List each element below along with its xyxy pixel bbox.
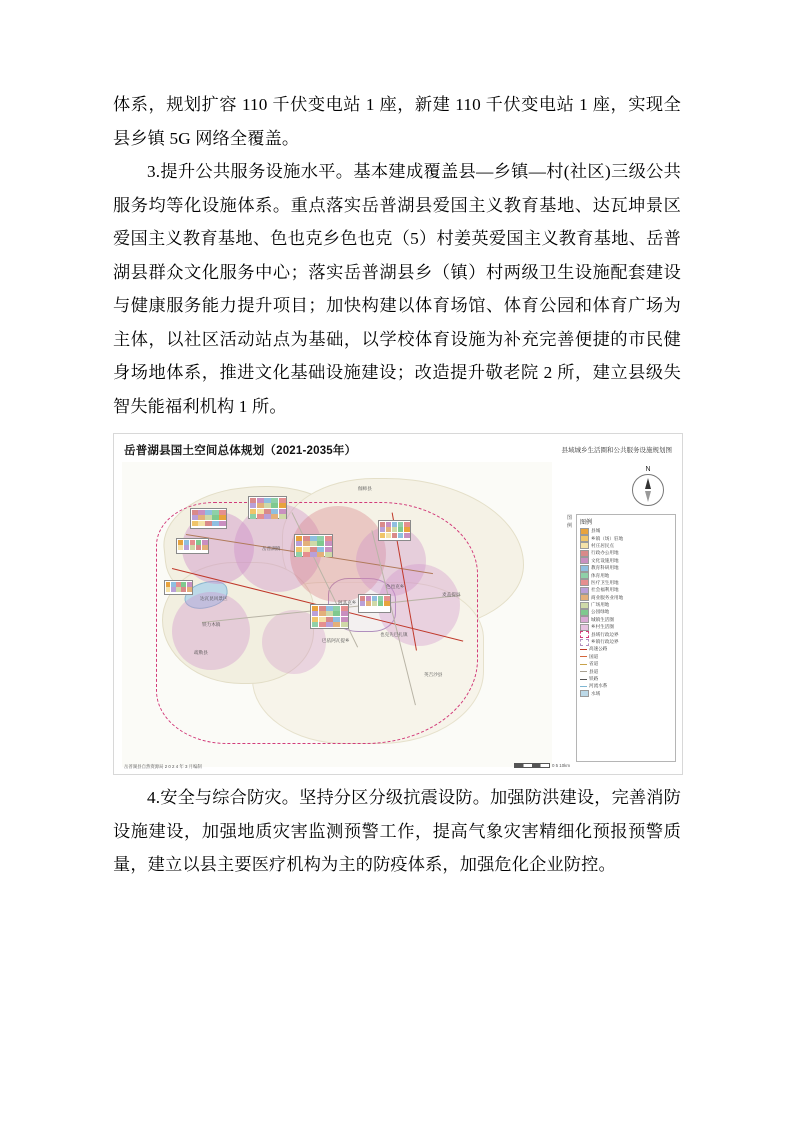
legend-item [580, 616, 672, 623]
legend-item [580, 638, 672, 645]
facility-symbol-box [176, 538, 209, 554]
legend-line-icon [580, 671, 587, 672]
compass-rose [632, 474, 664, 506]
facility-symbol-box [310, 604, 349, 629]
legend-label: 省道 [589, 661, 599, 667]
legend-label: 县域行政边界 [591, 631, 619, 637]
legend-item [580, 572, 672, 579]
legend-line-icon [580, 649, 587, 650]
legend-label: 县道 [589, 668, 599, 674]
legend-label: 商业服务业用地 [591, 594, 624, 600]
legend-label: 河流水系 [589, 683, 608, 689]
legend-item [580, 690, 672, 697]
legend-swatch-icon [580, 602, 589, 609]
legend-item [580, 528, 672, 535]
legend-item [580, 631, 672, 638]
legend-item [580, 646, 672, 653]
legend-label: 国道 [589, 653, 599, 659]
map-label: 岳普湖镇 [262, 546, 281, 551]
legend-swatch-icon [580, 557, 589, 564]
map-label: 英吉沙县 [424, 672, 443, 677]
legend-swatch-icon [580, 594, 589, 601]
legend-line-icon [580, 664, 587, 665]
legend-label: 乡镇（场）驻地 [591, 535, 624, 541]
map-title: 岳普湖县国土空间总体规划（2021-2035年） [124, 445, 357, 457]
legend-item [580, 587, 672, 594]
facility-symbol-box [190, 508, 227, 529]
scale-bar-icon [514, 763, 550, 768]
legend-label: 乡镇行政边界 [591, 639, 619, 645]
legend-item [580, 550, 672, 557]
map-body [114, 460, 682, 774]
legend-swatch-icon [580, 579, 589, 586]
legend-item [580, 579, 672, 586]
legend-label: 高速公路 [589, 646, 608, 652]
paragraph-2: 3.提升公共服务设施水平。基本建成覆盖县—乡镇—村(社区)三级公共服务均等化设施体系。重点落实岳普湖县爱国主义教育基地、达瓦坤景区爱国主义教育基地、色也克乡色也克（5）村姜英爱国主义教育基地、岳普湖县群众文化服务中心；落实岳普湖县乡（镇）村两级卫生设施配套建设与健康服务能力提升项目；加快构建以体育场馆、体育公园和体育广场为主体，以社区活动站点为基础，以学校体育设施为补充完善便捷的市民健身场地体系，推进文化基础设施建设；改造提升敬老院 2 所，建立县级失智失能福利机构 1 所。 [113, 162, 681, 416]
legend-swatch-icon [580, 535, 589, 542]
legend-item [580, 557, 672, 564]
legend-item [580, 564, 672, 571]
legend-line-icon [580, 686, 587, 687]
compass-north-label: N [645, 466, 651, 473]
legend-label: 铁路 [589, 676, 599, 681]
legend-item [580, 601, 672, 608]
legend-label: 社会福利用地 [591, 587, 619, 593]
legend-item [580, 542, 672, 549]
legend-line-icon [580, 656, 587, 657]
legend-label: 体育用地 [591, 572, 610, 578]
legend-swatch-icon [580, 616, 589, 623]
legend-swatch-icon [580, 587, 589, 594]
legend-label: 公园绿地 [591, 609, 610, 615]
legend-label: 医疗卫生用地 [591, 579, 619, 585]
map-label: 也克先巴扎镇 [380, 632, 408, 637]
legend-swatch-icon [580, 542, 589, 549]
map-label: 铁力木镇 [202, 622, 221, 627]
legend-swatch-icon [580, 528, 589, 535]
life-circle [172, 592, 250, 670]
legend-label: 广场用地 [591, 602, 610, 608]
legend-item [580, 683, 672, 690]
map-scale [514, 763, 570, 768]
legend-swatch-icon [580, 631, 589, 638]
facility-symbol-box [358, 594, 391, 613]
legend-swatch-icon [580, 572, 589, 579]
facility-symbol-box [294, 534, 333, 557]
legend-label: 县城 [591, 528, 601, 534]
figure-map [113, 433, 681, 775]
legend-swatch-icon [580, 609, 589, 616]
legend-label: 文化设施用地 [591, 557, 619, 563]
legend-swatch-icon [580, 639, 589, 646]
legend-swatch-icon [580, 690, 589, 697]
legend-item [580, 668, 672, 675]
map-frame [113, 433, 683, 775]
legend-label: 村庄居民点 [591, 542, 614, 548]
legend-swatch-icon [580, 550, 589, 557]
paragraph-1: 体系，规划扩容 110 千伏变电站 1 座，新建 110 千伏变电站 1 座，实现全县乡镇 5G 网络全覆盖。 [113, 95, 681, 148]
compass-icon [622, 466, 674, 510]
legend-title: 图例 [580, 520, 593, 526]
facility-symbol-box [378, 520, 411, 541]
map-canvas [122, 462, 552, 767]
facility-symbol-box [164, 580, 193, 595]
map-label: 达瓦昆风景区 [200, 596, 228, 601]
map-label: 巴依阿瓦提乡 [322, 638, 350, 643]
legend-swatch-icon [580, 565, 589, 572]
map-base-land [142, 472, 532, 757]
map-legend [576, 514, 676, 762]
scale-text: 0 5 10km [551, 762, 570, 768]
legend-item [580, 624, 672, 631]
map-footnote: 岳普湖县自然资源局 2 0 2 4 年 3 月编制 [124, 764, 202, 769]
facility-symbol-box [248, 496, 287, 519]
paragraph-3: 4.安全与综合防灾。坚持分区分级抗震设防。加强防洪建设，完善消防设施建设，加强地质灾害监测预警工作，提高气象灾害精细化预报预警质量，建立以县主要医疗机构为主的防疫体系，加强危化企业防控。 [113, 788, 681, 874]
map-label: 伽师县 [358, 486, 372, 491]
map-label: 麦盖提县 [442, 592, 461, 597]
legend-side-label: 图例 [566, 515, 572, 529]
legend-item [580, 653, 672, 660]
map-label: 疏勒县 [194, 650, 208, 655]
legend-item [580, 661, 672, 668]
legend-line-icon [580, 679, 587, 680]
legend-label: 行政办公用地 [591, 550, 619, 556]
legend-label: 乡村生活圈 [591, 624, 614, 630]
legend-item [580, 594, 672, 601]
legend-item [580, 675, 672, 682]
map-subtitle: 县域城乡生活圈和公共服务设施规划图 [561, 447, 672, 454]
legend-label: 水域 [591, 690, 601, 696]
legend-swatch-icon [580, 624, 589, 631]
legend-item [580, 609, 672, 616]
document-content [113, 88, 681, 882]
map-label: 色也克乡 [386, 584, 405, 589]
map-label: 阿其克乡 [338, 600, 357, 605]
legend-label: 教育科研用地 [591, 565, 619, 571]
legend-label: 城镇生活圈 [591, 616, 614, 622]
legend-item [580, 535, 672, 542]
